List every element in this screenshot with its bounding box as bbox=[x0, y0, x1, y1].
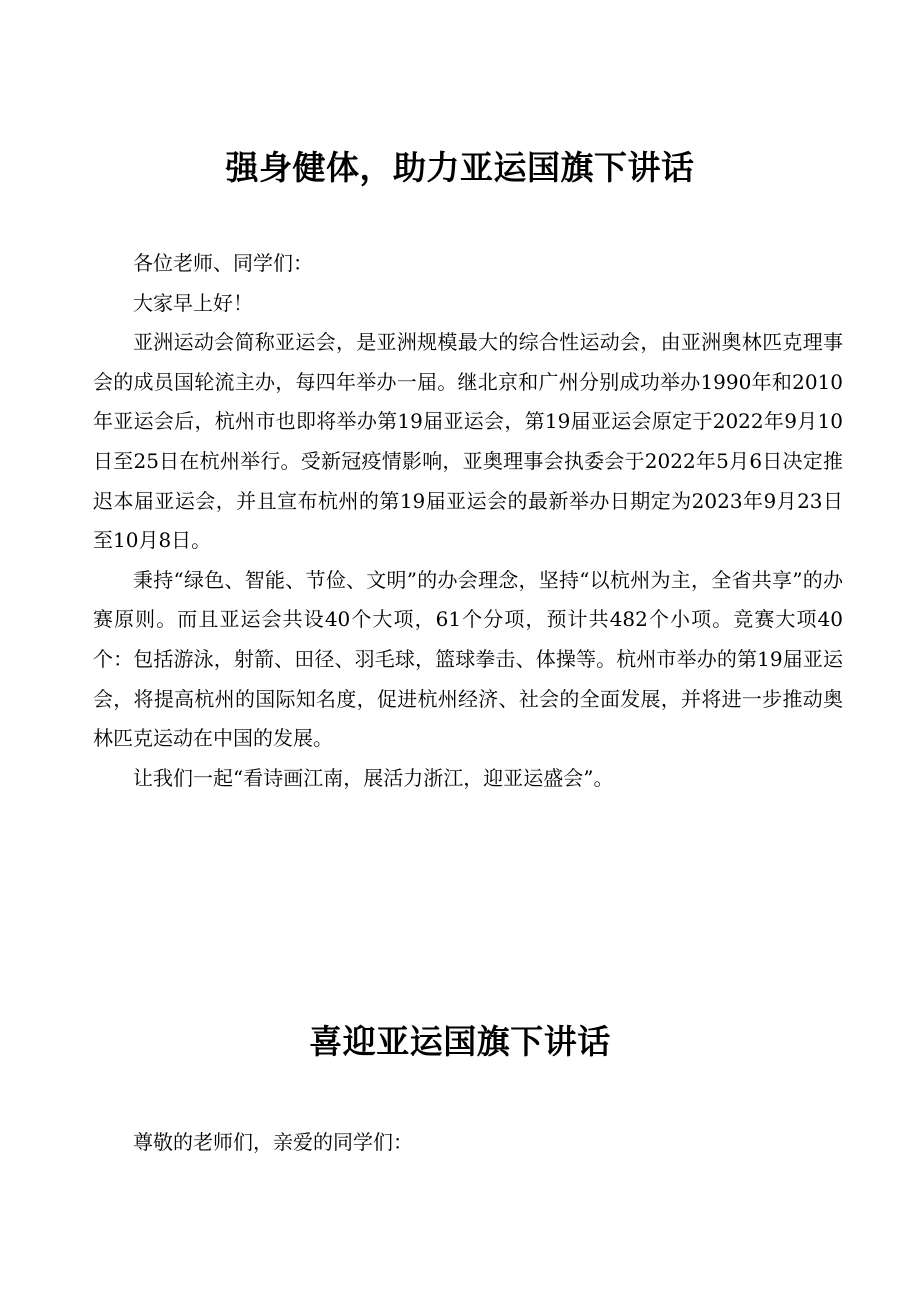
speech-2-body bbox=[93, 1123, 843, 1163]
speech-1-body bbox=[93, 244, 843, 798]
salutation: 各位老师、同学们： bbox=[133, 251, 313, 275]
greeting: 大家早上好！ bbox=[133, 290, 253, 315]
document-title-1: 强身健体，助力亚运国旗下讲话 bbox=[225, 148, 695, 187]
paragraph-closing: 让我们一起“看诗画江南，展活力浙江，迎亚运盛会”。 bbox=[133, 765, 614, 790]
salutation-2: 尊敬的老师们，亲爱的同学们： bbox=[133, 1130, 413, 1154]
paragraph-principles: 秉持“绿色、智能、节俭、文明”的办会理念，坚持“以杭州为主，全省共享”的办赛原则。而且亚运会共设40个大项，61个分项，预计共482个小项。竞赛大项40个：包括游泳，射箭、田径、羽毛球，篮球拳击、体操等。杭州市举办的第19届亚运会，将提高杭州的国际知名度，促进杭州经济、社会的全面发展，并将进一步推动奥林匹克运动在中国的发展。 bbox=[93, 567, 843, 751]
document-title-2: 喜迎亚运国旗下讲话 bbox=[309, 1022, 611, 1061]
paragraph-asian-games-intro: 亚洲运动会简称亚运会，是亚洲规模最大的综合性运动会，由亚洲奥林匹克理事会的成员国轮流主办，每四年举办一届。继北京和广州分别成功举办1990年和2010年亚运会后，杭州市也即将举办第19届亚运会，第19届亚运会原定于2022年9月10日至25日在杭州举行。受新冠疫情影响，亚奥理事会执委会于2022年5月6日决定推迟本届亚运会，并且宣布杭州的第19届亚运会的最新举办日期定为2023年9月23日至10月8日。 bbox=[93, 330, 843, 553]
